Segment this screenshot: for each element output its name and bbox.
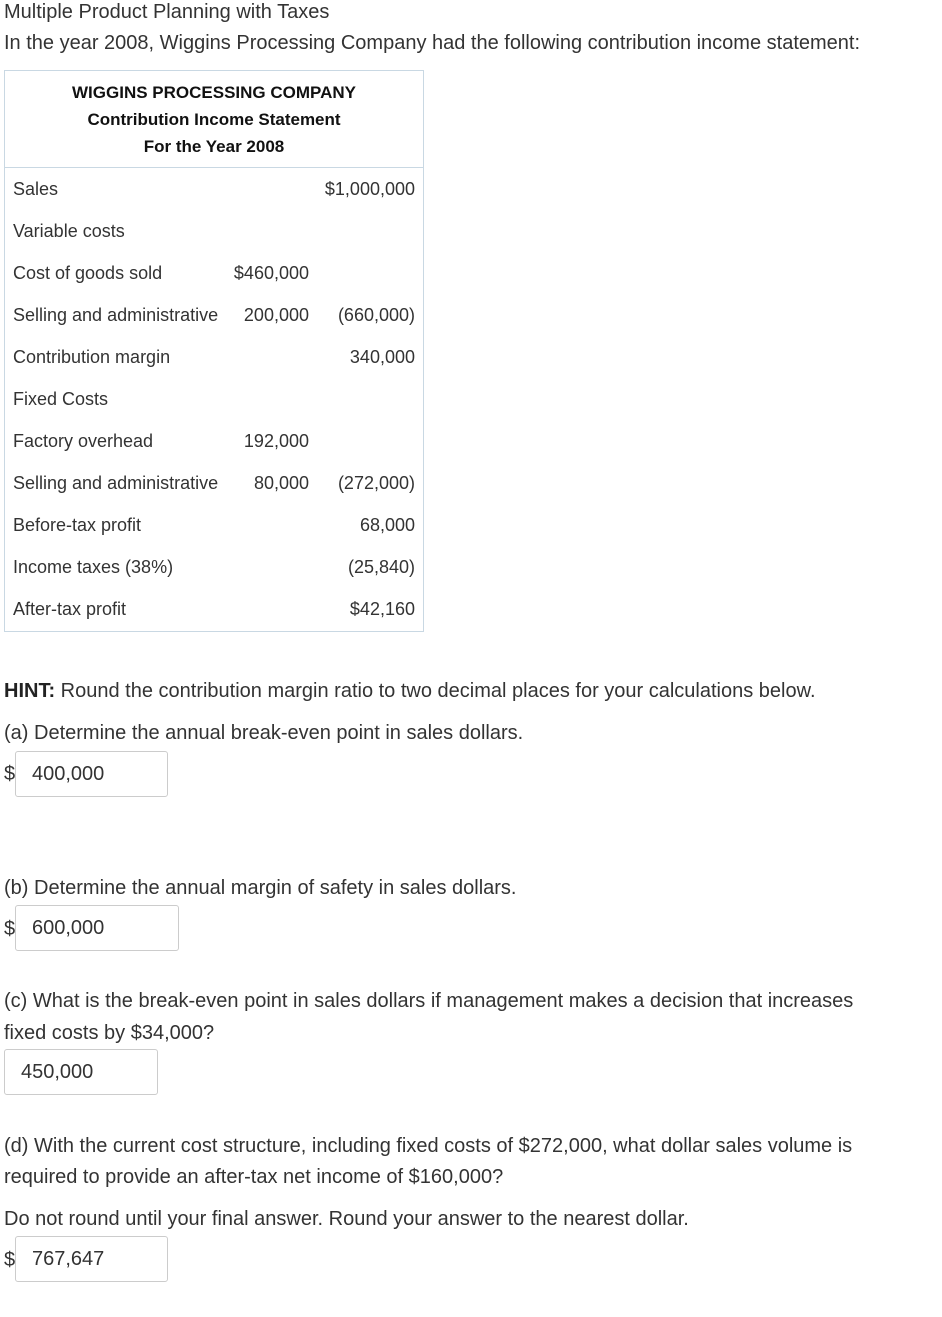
row-total: $1,000,000	[324, 179, 415, 199]
row-label: Contribution margin	[13, 347, 171, 367]
intro-text: In the year 2008, Wiggins Processing Company had the following contribution income statement:	[4, 32, 861, 54]
statement-header	[5, 71, 423, 168]
answer-c-input[interactable]: 450,000	[4, 1049, 158, 1095]
row-total: 340,000	[349, 347, 415, 367]
row-total: 68,000	[359, 515, 415, 535]
row-amount: $460,000	[233, 263, 309, 283]
statement-row	[5, 168, 423, 210]
dollar-sign-b: $	[4, 918, 16, 940]
dollar-sign-d: $	[4, 1249, 16, 1271]
hint-text	[4, 679, 816, 703]
statement-row	[5, 210, 423, 252]
statement-row	[5, 378, 423, 420]
question-b: (b) Determine the annual margin of safety in sales dollars.	[4, 877, 517, 899]
row-total: (660,000)	[337, 305, 415, 325]
row-total: (272,000)	[337, 473, 415, 493]
row-amount: 80,000	[253, 473, 309, 493]
question-d-line1: (d) With the current cost structure, including fixed costs of $272,000, what dollar sales volume is	[4, 1135, 853, 1157]
row-label: After-tax profit	[13, 599, 127, 619]
row-label: Selling and administrative	[13, 305, 219, 325]
row-total: (25,840)	[347, 557, 415, 577]
statement-row	[5, 252, 423, 294]
company-name: WIGGINS PROCESSING COMPANY	[72, 83, 356, 102]
page-title: Multiple Product Planning with Taxes	[4, 1, 330, 23]
statement-row	[5, 294, 423, 336]
row-amount: 200,000	[243, 305, 309, 325]
question-c-line2: fixed costs by $34,000?	[4, 1022, 215, 1044]
question-d-note: Do not round until your final answer. Round your answer to the nearest dollar.	[4, 1208, 689, 1230]
hint-label: HINT:	[4, 680, 56, 702]
statement-row	[5, 588, 423, 630]
answer-a-input[interactable]: 400,000	[15, 751, 168, 797]
row-label: Selling and administrative	[13, 473, 219, 493]
dollar-sign-a: $	[4, 763, 16, 785]
question-a: (a) Determine the annual break-even point in sales dollars.	[4, 722, 524, 744]
row-label: Cost of goods sold	[13, 263, 163, 283]
statement-row	[5, 462, 423, 504]
statement-name: Contribution Income Statement	[87, 110, 341, 129]
statement-row	[5, 504, 423, 546]
income-statement-table	[4, 70, 424, 632]
answer-d-input[interactable]: 767,647	[15, 1236, 168, 1282]
statement-row	[5, 420, 423, 462]
statement-row	[5, 546, 423, 588]
row-amount: 192,000	[243, 431, 309, 451]
question-d-line2: required to provide an after-tax net income of $160,000?	[4, 1166, 504, 1188]
answer-b-input[interactable]: 600,000	[15, 905, 179, 951]
row-label: Income taxes (38%)	[13, 557, 174, 577]
row-label: Fixed Costs	[13, 389, 109, 409]
statement-period: For the Year 2008	[143, 137, 285, 156]
question-c-line1: (c) What is the break-even point in sales dollars if management makes a decision that increases	[4, 990, 854, 1012]
row-label: Variable costs	[13, 221, 125, 241]
row-label: Sales	[13, 179, 59, 199]
row-total: $42,160	[349, 599, 415, 619]
row-label: Before-tax profit	[13, 515, 142, 535]
hint-body: Round the contribution margin ratio to two decimal places for your calculations below.	[55, 680, 816, 702]
statement-row	[5, 336, 423, 378]
row-label: Factory overhead	[13, 431, 154, 451]
